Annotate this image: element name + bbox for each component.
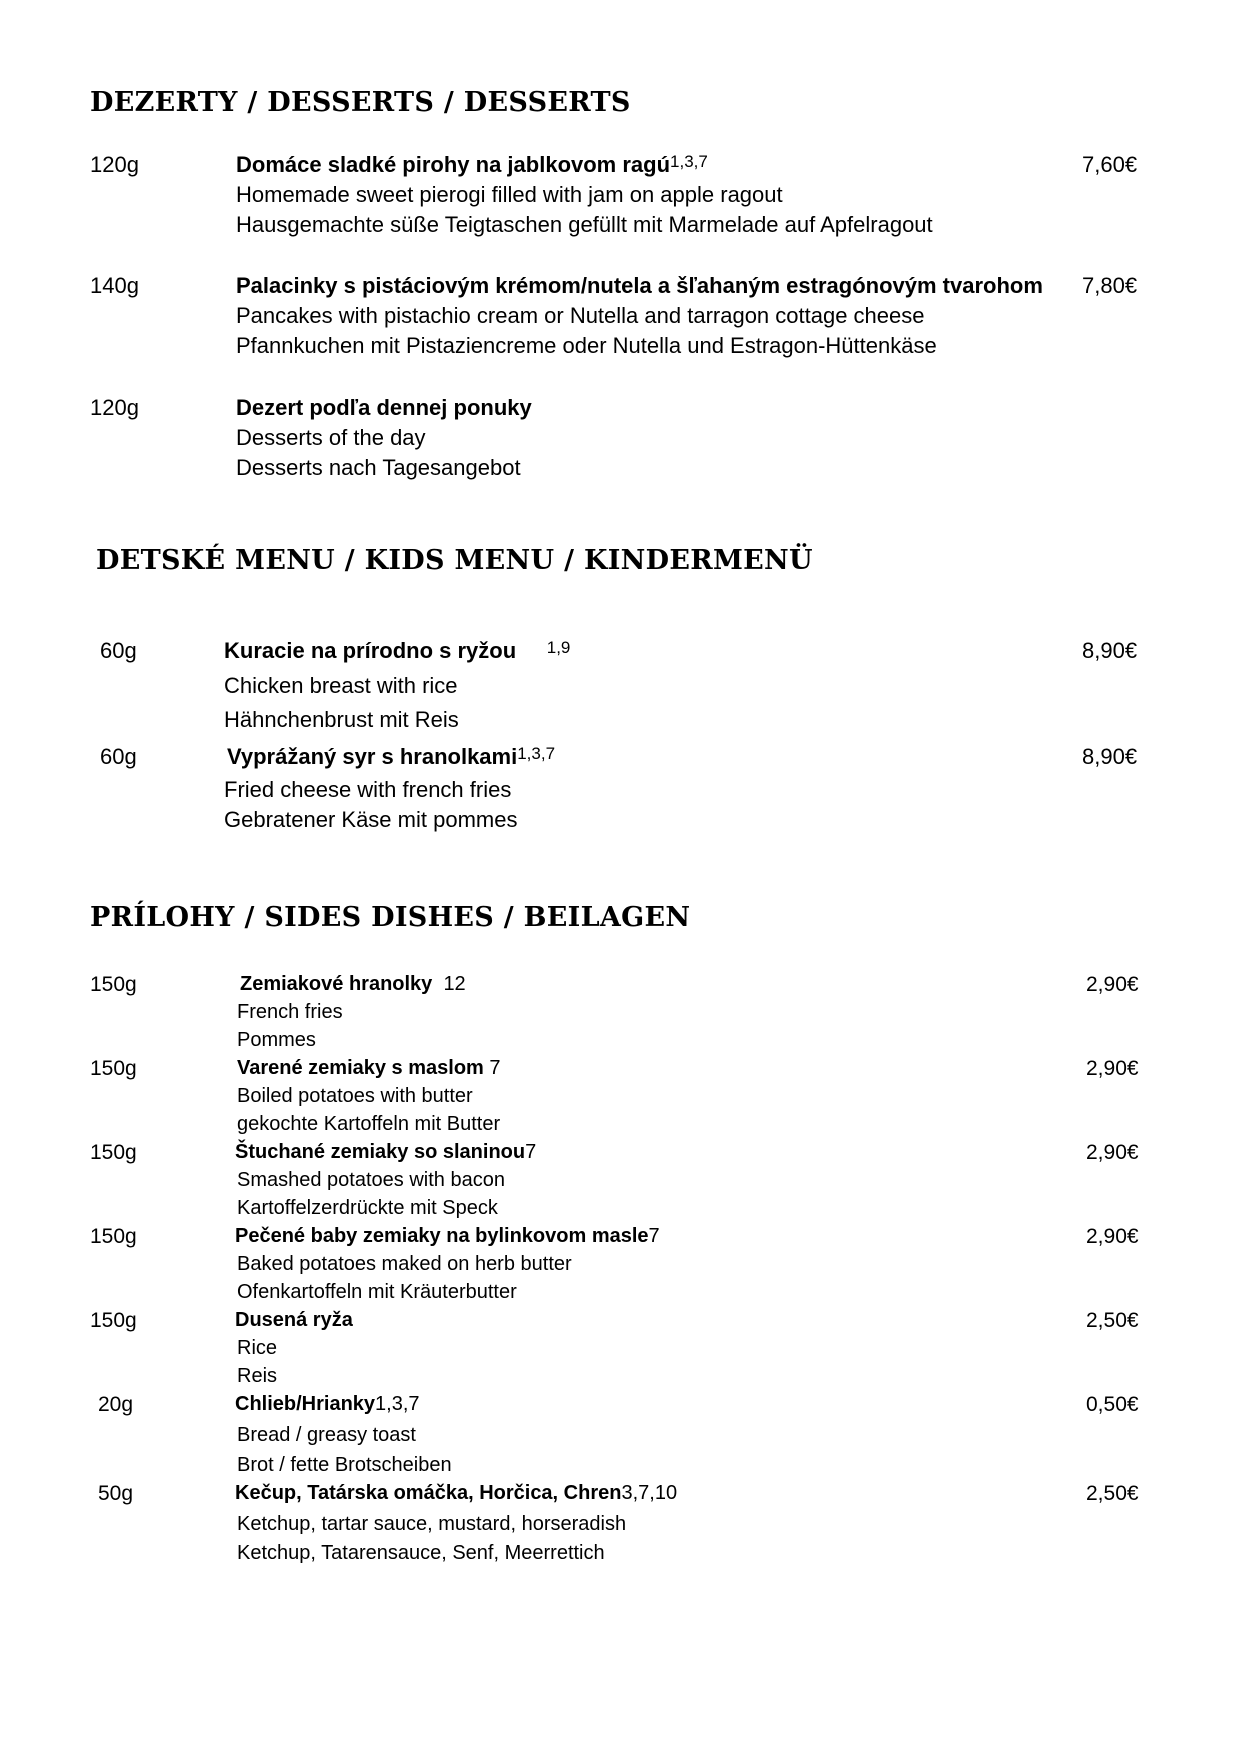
- item-name-en: Fried cheese with french fries: [224, 777, 512, 802]
- item-name-en: Desserts of the day: [236, 425, 426, 450]
- item-name-en: Smashed potatoes with bacon: [237, 1169, 505, 1191]
- item-weight: 150g: [90, 1309, 137, 1332]
- item-weight: 150g: [90, 973, 137, 996]
- item-name-de: Hausgemachte süße Teigtaschen gefüllt mit Marmelade auf Apfelragout: [236, 212, 933, 237]
- section-title-sides: PRÍLOHY / SIDES DISHES / BEILAGEN: [90, 902, 691, 933]
- item-allergens: 1,3,7: [670, 152, 708, 171]
- section-title-kids: DETSKÉ MENU / KIDS MENU / KINDERMENÜ: [96, 545, 813, 576]
- item-weight: 120g: [90, 395, 139, 420]
- item-name: Dusená ryža: [235, 1309, 353, 1331]
- item-price: 2,90€: [1086, 1225, 1139, 1248]
- item-name-en: Bread / greasy toast: [237, 1424, 416, 1446]
- item-price: 2,90€: [1086, 1057, 1139, 1080]
- item-weight: 20g: [98, 1393, 134, 1416]
- item-weight: 150g: [90, 1225, 137, 1248]
- item-price: 7,80€: [1082, 273, 1138, 298]
- item-name: Dezert podľa dennej ponuky: [236, 395, 532, 420]
- item-allergens: 7: [525, 1141, 537, 1163]
- item-allergens: 1,3,7: [375, 1393, 420, 1415]
- item-name-de: Hähnchenbrust mit Reis: [224, 707, 459, 732]
- item-name-de: Reis: [237, 1365, 278, 1387]
- item-name: Chlieb/Hrianky 1,3,7: [235, 1393, 420, 1415]
- item-name-de: Gebratener Käse mit pommes: [224, 807, 518, 832]
- item-allergens: 7: [648, 1225, 660, 1247]
- item-name-de: Desserts nach Tagesangebot: [236, 455, 521, 480]
- item-name: Domáce sladké pirohy na jablkovom ragú 1,3,7: [236, 152, 708, 177]
- item-price: 2,90€: [1086, 1141, 1139, 1164]
- item-allergens: 1,9: [546, 638, 571, 657]
- item-price: 2,50€: [1086, 1482, 1139, 1505]
- item-name-de: Brot / fette Brotscheiben: [237, 1454, 452, 1476]
- item-name: Zemiakové hranolky 12: [240, 973, 466, 995]
- item-name-en: Chicken breast with rice: [224, 673, 458, 698]
- item-name-en: Baked potatoes maked on herb butter: [237, 1253, 572, 1275]
- item-price: 2,50€: [1086, 1309, 1139, 1332]
- item-name-en: Ketchup, tartar sauce, mustard, horseradish: [237, 1513, 627, 1535]
- item-weight: 60g: [100, 744, 137, 769]
- item-allergens: 7: [489, 1057, 501, 1079]
- item-weight: 50g: [98, 1482, 134, 1505]
- item-price: 8,90€: [1082, 744, 1138, 769]
- item-allergens: 3,7,10: [621, 1482, 678, 1504]
- item-name-de: Pfannkuchen mit Pistaziencreme oder Nutella und Estragon-Hüttenkäse: [236, 333, 937, 358]
- item-name-de: Ketchup, Tatarensauce, Senf, Meerrettich: [237, 1542, 605, 1564]
- item-name: Palacinky s pistáciovým krémom/nutela a šľahaným estragónovým tvarohom: [236, 273, 1043, 298]
- item-weight: 140g: [90, 273, 139, 298]
- item-name: Kečup, Tatárska omáčka, Horčica, Chren 3,7,10: [235, 1482, 678, 1504]
- item-name-de: gekochte Kartoffeln mit Butter: [237, 1113, 501, 1135]
- item-allergens: 1,3,7: [517, 744, 556, 763]
- item-name-en: Rice: [237, 1337, 278, 1359]
- item-name: Varené zemiaky s maslom 7: [237, 1057, 501, 1079]
- item-name-de: Ofenkartoffeln mit Kräuterbutter: [237, 1281, 517, 1303]
- item-weight: 150g: [90, 1057, 137, 1080]
- item-price: 0,50€: [1086, 1393, 1139, 1416]
- item-name: Vyprážaný syr s hranolkami 1,3,7: [227, 744, 556, 769]
- item-name-en: Homemade sweet pierogi filled with jam on apple ragout: [236, 182, 783, 207]
- item-name-en: Boiled potatoes with butter: [237, 1085, 473, 1107]
- item-price: 8,90€: [1082, 638, 1138, 663]
- item-weight: 150g: [90, 1141, 137, 1164]
- item-price: 7,60€: [1082, 152, 1138, 177]
- item-name: Štuchané zemiaky so slaninou 7: [235, 1141, 537, 1163]
- item-allergens: 12: [443, 973, 466, 995]
- item-name-en: Pancakes with pistachio cream or Nutella and tarragon cottage cheese: [236, 303, 925, 328]
- item-weight: 60g: [100, 638, 137, 663]
- item-price: 2,90€: [1086, 973, 1139, 996]
- item-name-de: Kartoffelzerdrückte mit Speck: [237, 1197, 498, 1219]
- item-name-en: French fries: [237, 1001, 343, 1023]
- section-title-desserts: DEZERTY / DESSERTS / DESSERTS: [90, 87, 631, 118]
- item-weight: 120g: [90, 152, 139, 177]
- item-name: Pečené baby zemiaky na bylinkovom masle 7: [235, 1225, 660, 1247]
- item-name-de: Pommes: [237, 1029, 316, 1051]
- item-name: Kuracie na prírodno s ryžou 1,9: [224, 638, 571, 663]
